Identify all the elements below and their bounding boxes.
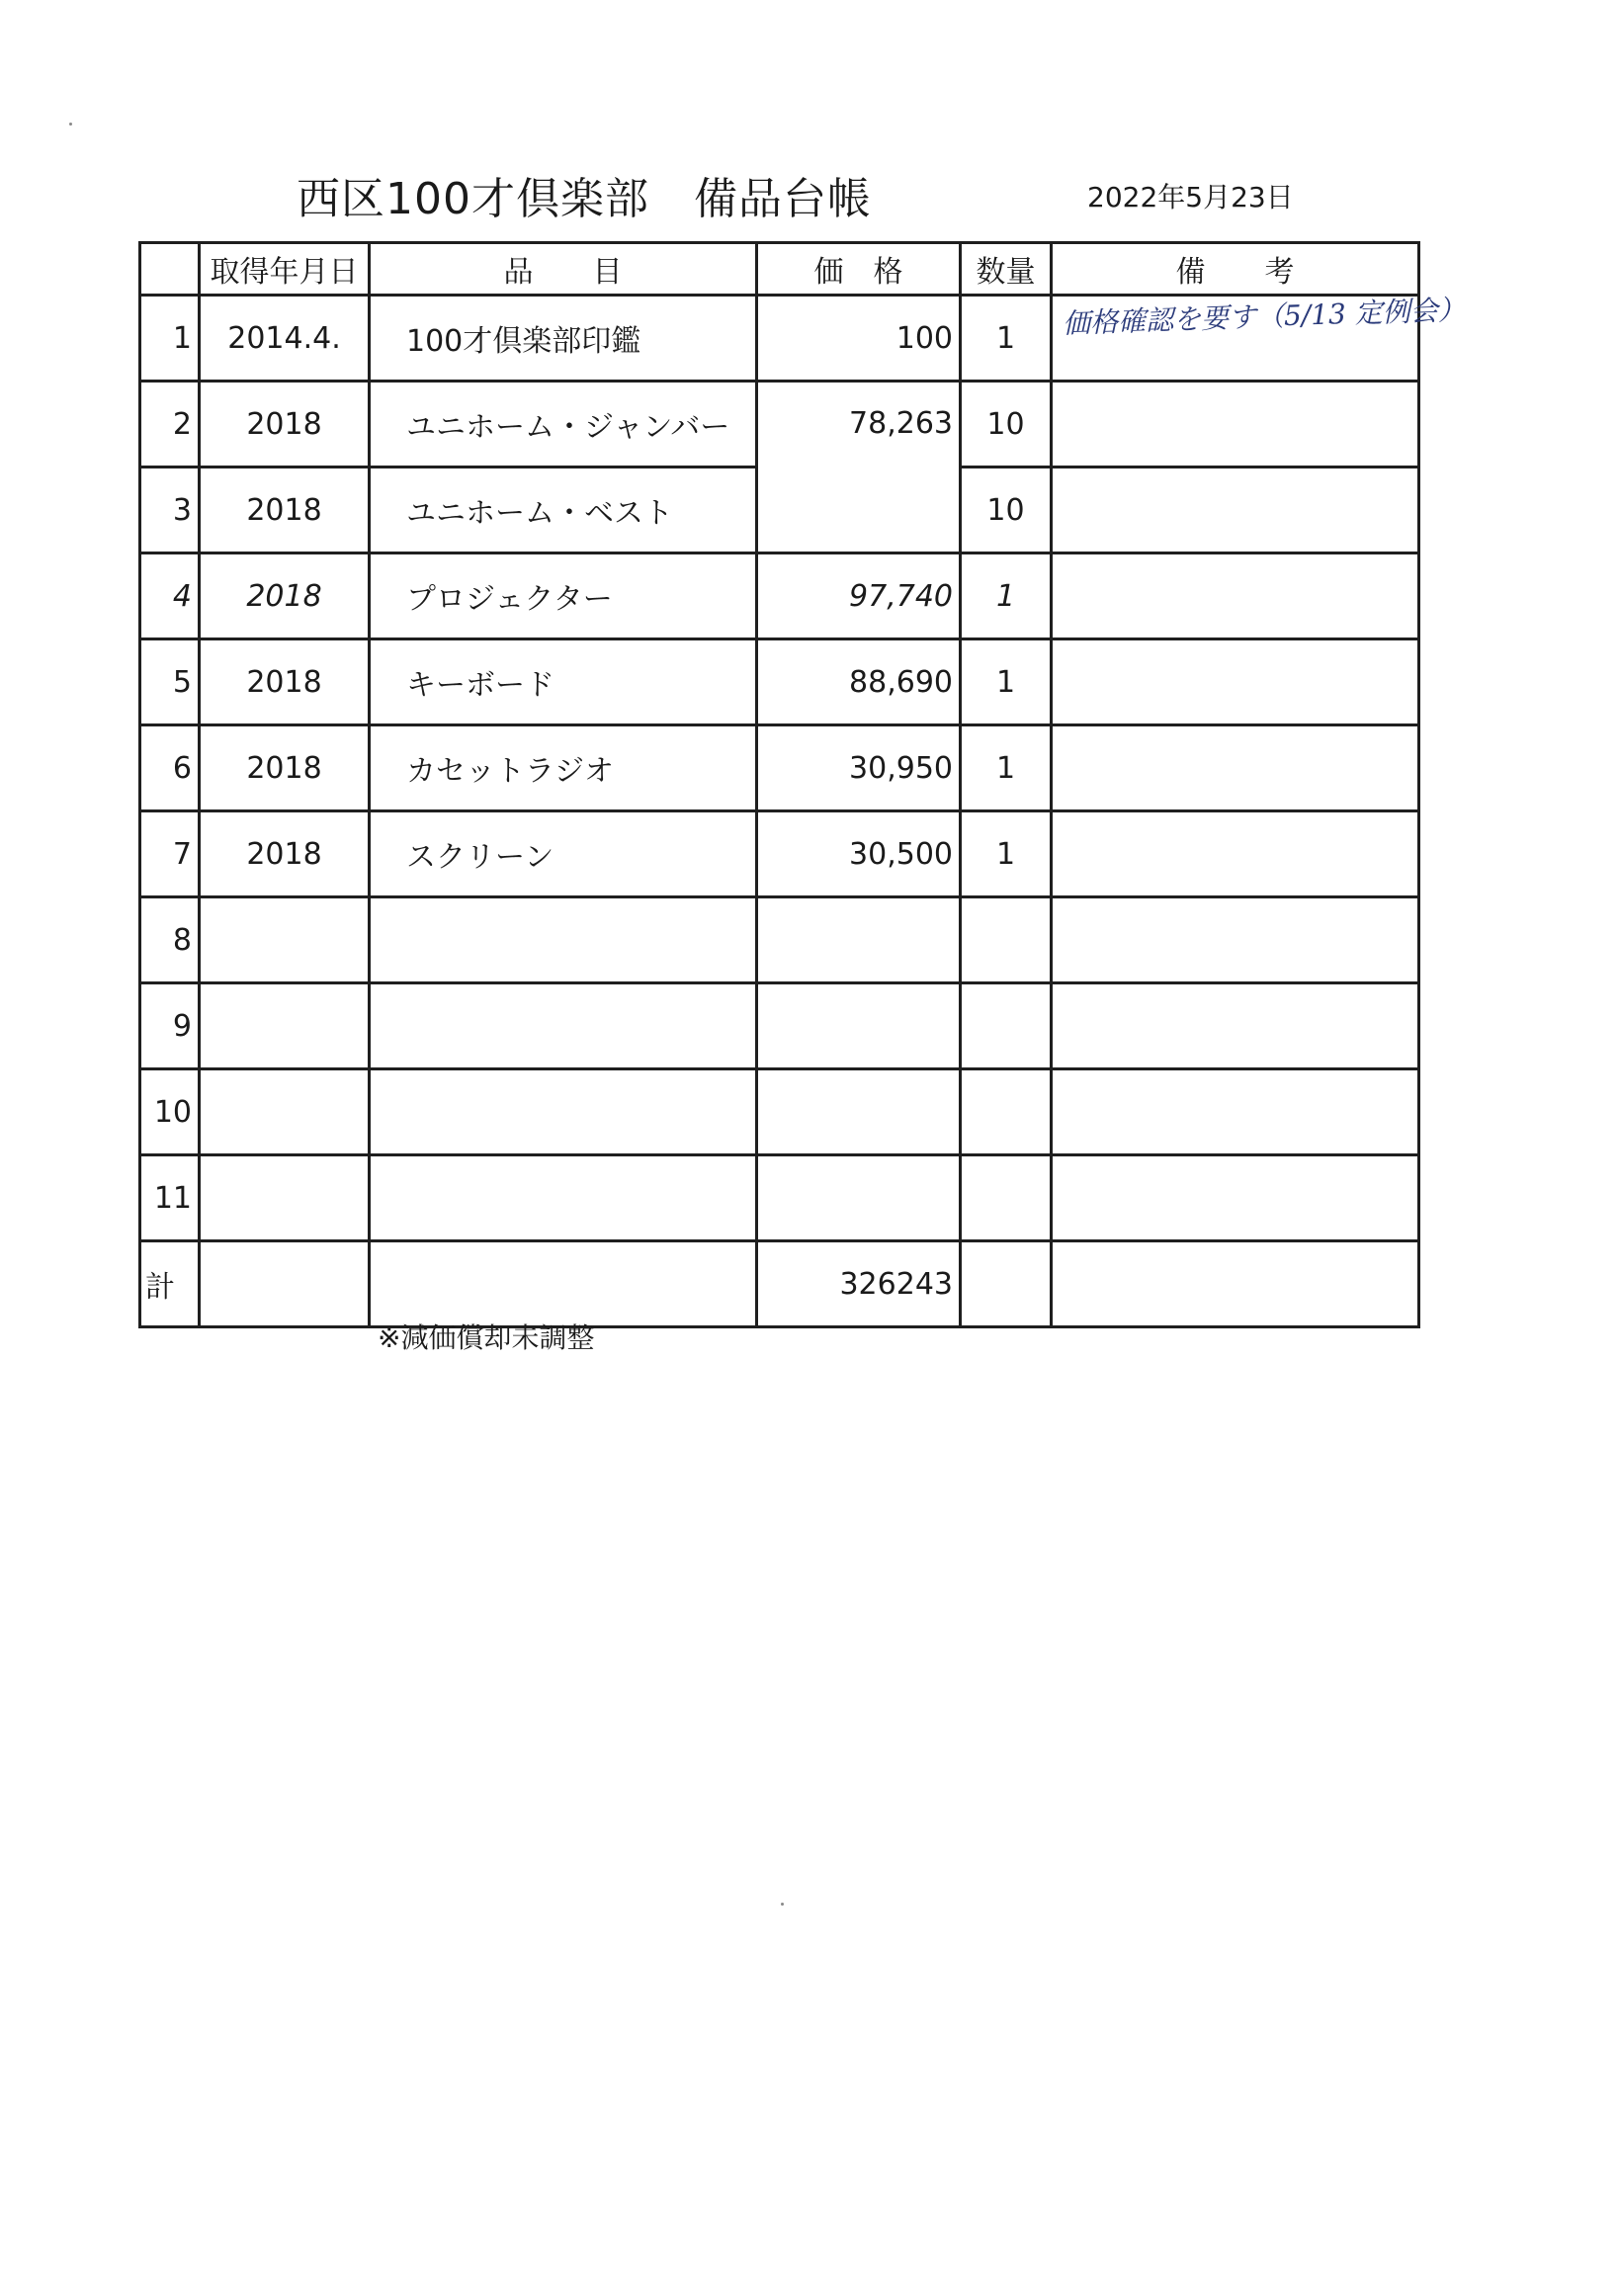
table-row <box>140 811 1419 897</box>
quantity-cell: 10 <box>961 382 1052 468</box>
price-cell: 30,950 <box>757 725 961 811</box>
quantity-cell: 1 <box>961 296 1052 382</box>
table-row <box>140 1069 1419 1155</box>
row-number: 10 <box>140 1069 200 1155</box>
acquired-date-cell: 2018 <box>200 382 370 468</box>
row-number: 5 <box>140 639 200 725</box>
row-number: 8 <box>140 897 200 983</box>
item-cell <box>370 983 757 1069</box>
row-number: 6 <box>140 725 200 811</box>
acquired-date-cell: 2014.4. <box>200 296 370 382</box>
total-row <box>140 1241 1419 1327</box>
price-cell: 100 <box>757 296 961 382</box>
row-number: 9 <box>140 983 200 1069</box>
acquired-date-cell: 2018 <box>200 468 370 553</box>
remarks-cell <box>1052 725 1419 811</box>
item-cell: スクリーン <box>370 811 757 897</box>
table-row <box>140 983 1419 1069</box>
row-number: 3 <box>140 468 200 553</box>
total-empty-cell <box>1052 1241 1419 1327</box>
quantity-cell: 1 <box>961 811 1052 897</box>
remarks-cell <box>1052 382 1419 468</box>
remarks-cell <box>1052 639 1419 725</box>
table-header-row <box>140 243 1419 296</box>
row-number: 1 <box>140 296 200 382</box>
table-row <box>140 553 1419 639</box>
total-empty-cell <box>200 1241 370 1327</box>
ledger-title: 西区100才倶楽部 備品台帳 <box>297 174 872 224</box>
price-cell <box>757 1155 961 1241</box>
row-number: 11 <box>140 1155 200 1241</box>
item-cell <box>370 1155 757 1241</box>
scan-speck <box>69 123 72 126</box>
remarks-cell <box>1052 553 1419 639</box>
price-cell: 78,263 <box>757 382 961 553</box>
table-row <box>140 1155 1419 1241</box>
price-cell: 97,740 <box>757 553 961 639</box>
table-row <box>140 897 1419 983</box>
remarks-cell <box>1052 468 1419 553</box>
handwritten-remark: 価格確認を要す（5/13 定例会） <box>1062 293 1467 340</box>
acquired-date-cell <box>200 897 370 983</box>
total-label: 計 <box>140 1241 200 1327</box>
price-cell <box>757 1069 961 1155</box>
depreciation-footnote: ※減価償却未調整 <box>378 1321 595 1354</box>
scan-speck <box>781 1903 784 1906</box>
quantity-cell <box>961 1069 1052 1155</box>
row-number: 2 <box>140 382 200 468</box>
total-empty-cell <box>370 1241 757 1327</box>
remarks-cell <box>1052 293 1467 382</box>
quantity-cell: 1 <box>961 725 1052 811</box>
header-no <box>140 243 200 296</box>
item-cell: プロジェクター <box>370 553 757 639</box>
item-cell: 100才倶楽部印鑑 <box>370 296 757 382</box>
acquired-date-cell: 2018 <box>200 553 370 639</box>
header-remarks: 備 考 <box>1052 243 1419 296</box>
total-empty-cell <box>961 1241 1052 1327</box>
price-cell: 30,500 <box>757 811 961 897</box>
row-number: 7 <box>140 811 200 897</box>
header-acquired-date: 取得年月日 <box>200 243 370 296</box>
table-row <box>140 296 1419 382</box>
ledger-date: 2022年5月23日 <box>1087 181 1294 213</box>
total-price: 326243 <box>757 1241 961 1327</box>
quantity-cell: 1 <box>961 553 1052 639</box>
item-cell <box>370 1069 757 1155</box>
acquired-date-cell <box>200 983 370 1069</box>
price-cell <box>757 983 961 1069</box>
acquired-date-cell <box>200 1155 370 1241</box>
item-cell: ユニホーム・ベスト <box>370 468 757 553</box>
item-cell: キーボード <box>370 639 757 725</box>
quantity-cell <box>961 897 1052 983</box>
quantity-cell <box>961 1155 1052 1241</box>
price-cell: 88,690 <box>757 639 961 725</box>
remarks-cell <box>1052 1155 1419 1241</box>
acquired-date-cell: 2018 <box>200 639 370 725</box>
header-quantity: 数量 <box>961 243 1052 296</box>
table-row <box>140 382 1419 468</box>
item-cell <box>370 897 757 983</box>
remarks-cell <box>1052 1069 1419 1155</box>
remarks-cell <box>1052 897 1419 983</box>
acquired-date-cell: 2018 <box>200 811 370 897</box>
item-cell: ユニホーム・ジャンバー <box>370 382 757 468</box>
remarks-cell <box>1052 811 1419 897</box>
quantity-cell: 10 <box>961 468 1052 553</box>
table-row <box>140 639 1419 725</box>
equipment-ledger-table <box>138 241 1467 1328</box>
quantity-cell: 1 <box>961 639 1052 725</box>
price-cell <box>757 897 961 983</box>
quantity-cell <box>961 983 1052 1069</box>
acquired-date-cell <box>200 1069 370 1155</box>
acquired-date-cell: 2018 <box>200 725 370 811</box>
header-item: 品 目 <box>370 243 757 296</box>
item-cell: カセットラジオ <box>370 725 757 811</box>
header-price: 価 格 <box>757 243 961 296</box>
remarks-cell <box>1052 983 1419 1069</box>
row-number: 4 <box>140 553 200 639</box>
table-row <box>140 725 1419 811</box>
